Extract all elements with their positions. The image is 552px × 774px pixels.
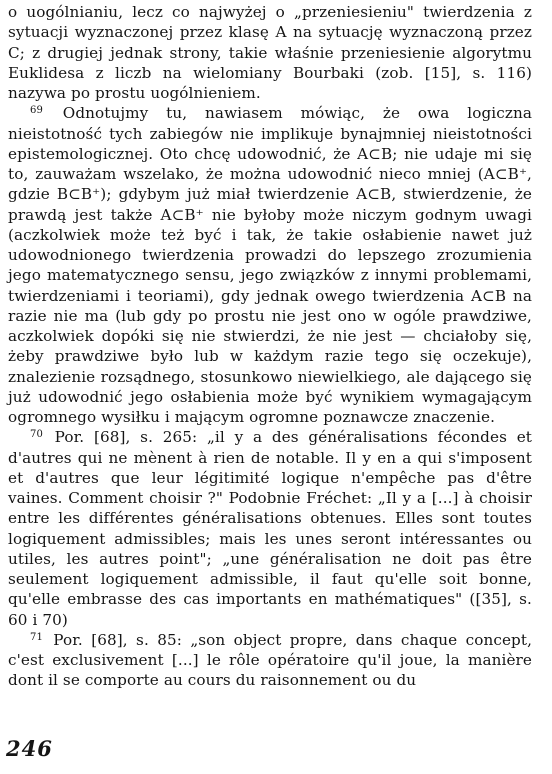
footnote-number: 70 xyxy=(30,429,43,441)
footnote-number: 69 xyxy=(30,105,43,117)
footnote-number: 71 xyxy=(30,631,43,643)
footnote-71 xyxy=(8,630,532,691)
footnote-69 xyxy=(8,103,532,427)
footnote-continuation: o uogólnianiu, lecz co najwyżej o „przeniesieniu" twierdzenia z sytuacji wyznaczonej przez klasę A na sytuację wyznaczoną przez C; z drugiej jednak strony, takie właśnie przeniesienie algorytmu Euklidesa z liczb na wielomiany Bourbaki (zob. [15], s. 116) nazywa po prostu uogólnieniem. xyxy=(8,3,532,102)
footnote-text: Por. [68], s. 265: „il y a des généralisations fécondes et d'autres qui ne mènent à rien de notable. Il y en a qui s'imposent et d'autres que leur légitimité logique n'empêche pas d'être vaines. Comment choisir ?" Podobnie Fréchet: „Il y a [...] à choisir entre les différentes généralisations obtenues. Elles sont toutes logiquement admissibles; mais les unes seront intéressantes ou utiles, les autres point"; „une généralisation ne doit pas être seulement logiquement admissible, il faut qu'elle soit bonne, qu'elle embrasse des cas importants en mathématiques" ([35], s. 60 i 70) xyxy=(8,428,532,629)
footnote-text: Por. [68], s. 85: „son object propre, dans chaque concept, c'est exclusivement [...] le rôle opératoire qu'il joue, la manière dont il se comporte au cours du raisonnement ou du xyxy=(8,630,532,690)
footnote-text: Odnotujmy tu, nawiasem mówiąc, że owa logiczna nieistotność tych zabiegów nie implikuje bynajmniej nieistotności epistemologicznej. Oto chcę udowodnić, że A⊂B; nie udaje mi się to, zauważam wszelako, że można udowodnić nieco mniej (A⊂B⁺, gdzie B⊂B⁺); gdybym już miał twierdzenie A⊂B, stwierdzenie, że prawdą jest także A⊂B⁺ nie byłoby może niczym godnym uwagi (aczkolwiek może też być i tak, że takie osłabienie nawet już udowodnionego twierdzenia prowadzi do lepszego zrozumienia jego matematycznego sensu, jego związków z innymi problemami, twierdzeniami i teoriami), gdy jednak owego twierdzenia A⊂B na razie nie ma (lub gdy po prostu nie jest ono w ogóle prawdziwe, aczkolwiek dopóki się nie stwierdzi, że nie jest — chciałoby się, żeby prawdziwe było lub w każdym razie tego się oczekuje), znalezienie rozsądnego, stosunkowo niewielkiego, ale dającego się już udowodnić jego osłabienia może być wynikiem wymagającym ogromnego wysiłku i mającym ogromne poznawcze znaczenie. xyxy=(8,104,532,426)
footnote-70 xyxy=(8,427,532,630)
page-number: 246 xyxy=(6,736,53,761)
footnotes-block xyxy=(8,2,532,691)
